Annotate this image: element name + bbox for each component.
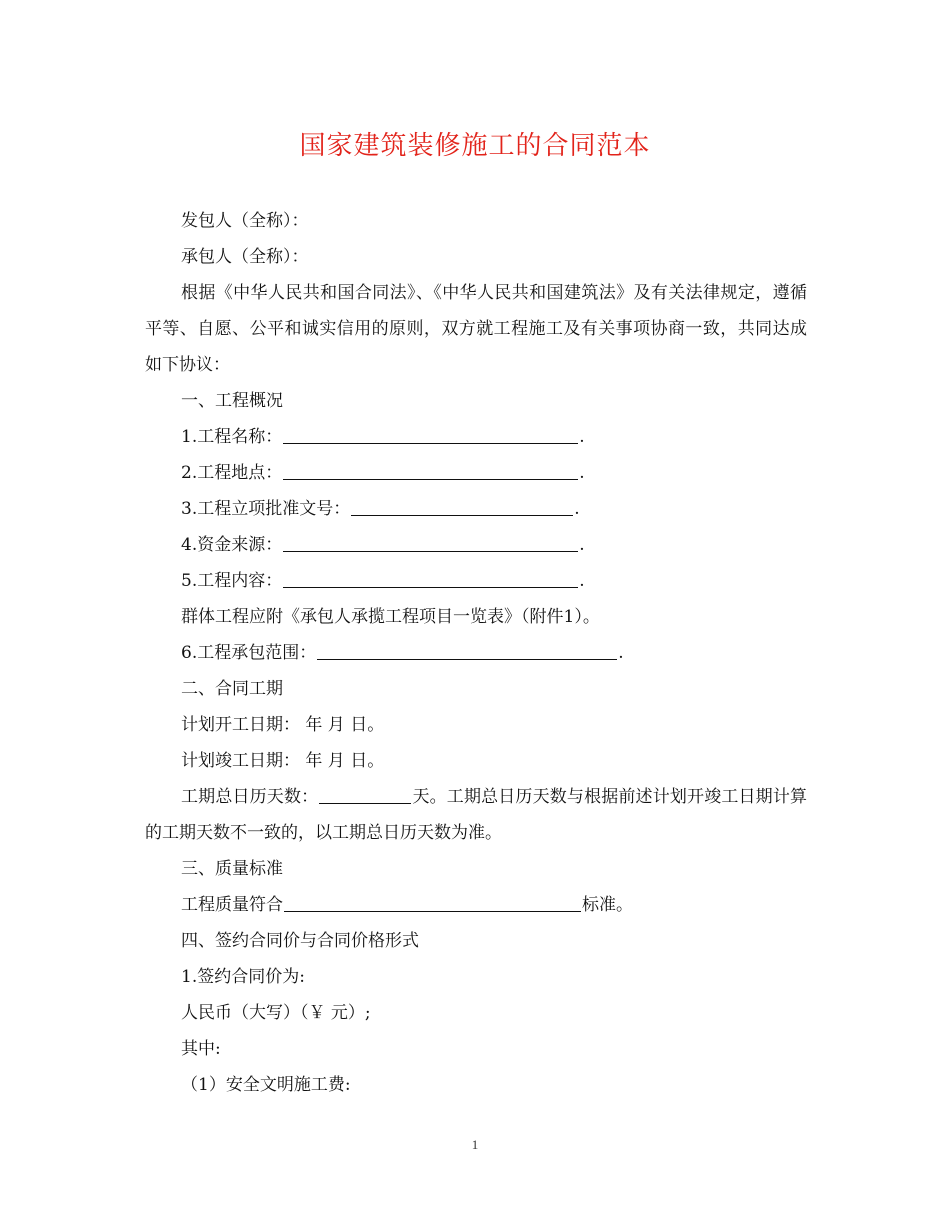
section4-heading: 四、签约合同价与合同价格形式: [181, 931, 419, 951]
section2-heading: 二、合同工期: [181, 679, 283, 699]
fund-source-line: [145, 527, 807, 563]
project-location-line: [145, 455, 807, 491]
safety-fee-line: （1）安全文明施工费:: [181, 1075, 351, 1095]
total-days-blank[interactable]: [319, 781, 411, 804]
project-name-line: [145, 419, 807, 455]
project-location-suffix: .: [579, 463, 585, 483]
contract-scope-suffix: .: [618, 643, 624, 663]
contract-scope-blank[interactable]: [317, 637, 617, 660]
fund-source-suffix: .: [579, 535, 585, 555]
section1-heading: 一、工程概况: [181, 391, 283, 411]
contract-price-line: 1.签约合同价为:: [181, 967, 305, 987]
contract-scope-label: 6.工程承包范围：: [181, 643, 317, 663]
rmb-amount-line: 人民币（大写）（￥ 元）;: [181, 1003, 371, 1023]
document-title: 国家建筑装修施工的合同范本: [299, 131, 651, 161]
quality-standard-label: 工程质量符合: [181, 895, 283, 915]
approval-number-label: 3.工程立项批准文号：: [181, 499, 351, 519]
project-name-blank[interactable]: [283, 421, 578, 444]
planned-start-line: 计划开工日期： 年 月 日。: [181, 715, 385, 735]
planned-finish-line: 计划竣工日期： 年 月 日。: [181, 751, 385, 771]
project-location-label: 2.工程地点：: [181, 463, 283, 483]
among-line: 其中:: [181, 1039, 221, 1059]
project-content-label: 5.工程内容：: [181, 571, 283, 591]
total-days-label: 工期总日历天数：: [181, 787, 319, 807]
fund-source-blank[interactable]: [283, 529, 578, 552]
quality-standard-suffix: 标准。: [582, 895, 633, 915]
project-content-suffix: .: [579, 571, 585, 591]
project-content-line: [145, 563, 807, 599]
approval-number-suffix: .: [574, 499, 580, 519]
contract-scope-line: [145, 635, 807, 671]
project-name-suffix: .: [579, 427, 585, 447]
total-days-text: 天。工期总日历天数与根据前述计划开竣工日期计算的工期天数不一致的，以工期总日历天数为准。: [145, 787, 807, 843]
fund-source-label: 4.资金来源：: [181, 535, 283, 555]
total-days-paragraph: [145, 779, 807, 851]
quality-standard-blank[interactable]: [284, 889, 581, 912]
document-body: [145, 203, 807, 1103]
contractor-line: 承包人（全称）：: [181, 247, 309, 267]
preamble-paragraph: 根据《中华人民共和国合同法》、《中华人民共和国建筑法》及有关法律规定，遵循平等、自愿、公平和诚实信用的原则，双方就工程施工及有关事项协商一致，共同达成如下协议：: [145, 283, 807, 375]
section3-heading: 三、质量标准: [181, 859, 283, 879]
page-number: 1: [471, 1137, 479, 1152]
employer-line: 发包人（全称）：: [181, 211, 309, 231]
project-content-blank[interactable]: [283, 565, 578, 588]
project-name-label: 1.工程名称：: [181, 427, 283, 447]
group-project-note: 群体工程应附《承包人承揽工程项目一览表》（附件1）。: [181, 607, 600, 627]
quality-standard-line: [145, 887, 807, 923]
approval-number-line: [145, 491, 807, 527]
approval-number-blank[interactable]: [351, 493, 573, 516]
project-location-blank[interactable]: [283, 457, 578, 480]
